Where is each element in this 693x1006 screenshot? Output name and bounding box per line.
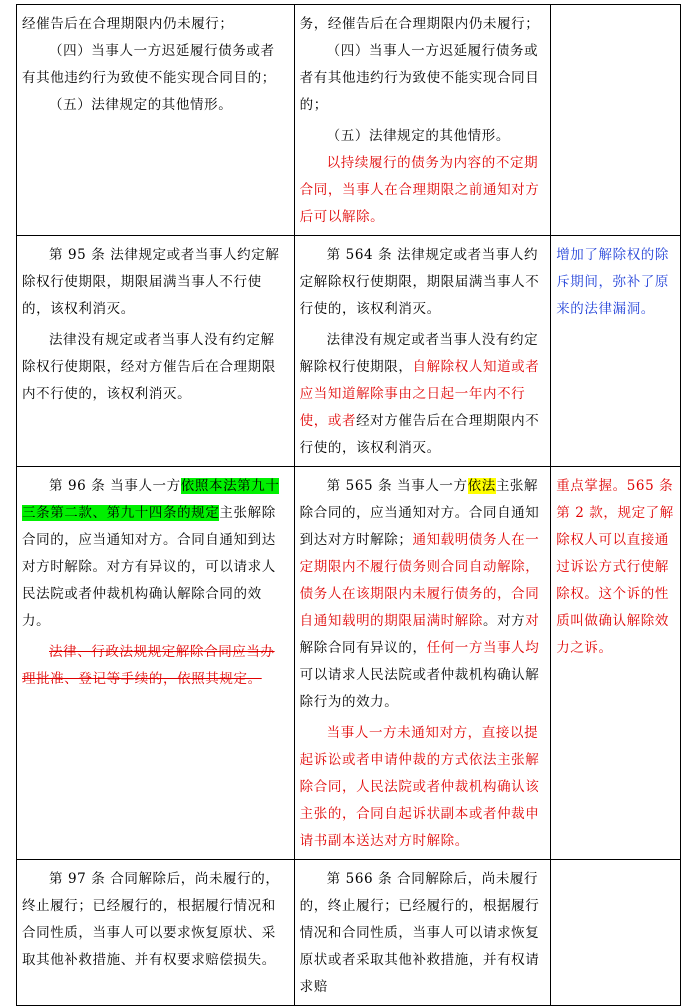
new-law-cell <box>294 236 551 467</box>
added-text: 以持续履行的债务为内容的不定期合同，当事人在合理期限之前通知对方后可以解除。 <box>299 155 540 225</box>
deleted-text: 法律、行政法规规定解除合同应当办理批准、登记等手续的，依照其规定。 <box>22 644 275 687</box>
new-text: 第 564 条 法律规定或者当事人约定解除权行使期限，期限届满当事人不行使的，该权利消灭。 <box>299 247 540 317</box>
old-law-cell <box>17 860 295 1006</box>
old-law-cell <box>17 467 295 860</box>
note-text: 增加了解除权的除斥期间，弥补了原来的法律漏洞。 <box>556 247 670 317</box>
new-law-cell <box>294 860 551 1006</box>
old-law-cell <box>17 5 295 236</box>
new-text: （四）当事人一方迟延履行债务或者有其他违约行为致使不能实现合同目的； <box>299 43 540 113</box>
new-text-part: 。对方 <box>482 613 526 629</box>
table-row <box>17 236 681 467</box>
added-text: 自解除权人知道或者应当知道解除事由之日起一年内不行使，或者 <box>299 359 540 429</box>
old-law-cell <box>17 236 295 467</box>
old-text: 第 95 条 法律规定或者当事人约定解除权行使期限，期限届满当事人不行使的，该权利消灭。 <box>22 247 280 317</box>
highlighted-text: 依法 <box>467 478 496 494</box>
new-text-part: 法律没有规定或者当事人没有约定解除权行使期限， <box>299 332 539 375</box>
added-text: 通知载明债务人在一定期限内不履行债务则合同自动解除，债务人在该期限内未履行债务的，合同自通知载明的期限届满时解除 <box>299 532 540 629</box>
new-text: 务，经催告后在合理期限内仍未履行； <box>299 16 540 32</box>
added-text: 当事人一方未通知对方，直接以提起诉讼或者申请仲裁的方式依法主张解除合同，人民法院或者仲裁机构确认该主张的，合同自起诉状副本或者仲裁申请书副本送达对方时解除。 <box>299 725 540 849</box>
old-text: （四）当事人一方迟延履行债务或者有其他违约行为致使不能实现合同目的； <box>22 43 276 86</box>
new-text <box>300 327 546 462</box>
highlighted-text: 依照本法第九十三条第二款、第九十四条的规定 <box>22 478 280 521</box>
note-cell <box>551 467 681 860</box>
old-text: 第 97 条 合同解除后，尚未履行的，终止履行；已经履行的，根据履行情况和合同性质，当事人可以要求恢复原状、采取其他补救措施、并有权要求赔偿损失。 <box>22 871 280 968</box>
new-text: 第 566 条 合同解除后，尚未履行的，终止履行；已经履行的，根据履行情况和合同性质，当事人可以请求恢复原状或者采取其他补救措施，并有权请求赔 <box>299 871 540 995</box>
new-text-part: 第 565 条 当事人一方 <box>326 478 468 494</box>
table-row <box>17 860 681 1006</box>
new-text-part: 可以请求人民法院或者仲裁机构确认解除行为的效力。 <box>299 667 540 710</box>
new-text-part: 解除合同有异议的， <box>299 640 427 656</box>
old-text: （五）法律规定的其他情形。 <box>49 97 233 113</box>
table-row <box>17 5 681 236</box>
old-text-part: 第 96 条 当事人一方 <box>49 478 181 494</box>
old-text <box>22 473 289 635</box>
old-text: 法律没有规定或者当事人没有约定解除权行使期限，经对方催告后在合理期限内不行使的，该权利消灭。 <box>22 332 276 402</box>
comparison-table <box>16 4 681 1006</box>
note-cell <box>551 860 681 1006</box>
new-text-part: 经对方催告后在合理期限内不行使的，该权利消灭。 <box>299 413 540 456</box>
added-text: 任何一方当事人均 <box>426 640 540 656</box>
old-text: 经催告后在合理期限内仍未履行； <box>22 16 234 32</box>
old-text-part: 主张解除合同的，应当通知对方。合同自通知到达对方时解除。对方有异议的，可以请求人民法院或者仲裁机构确认解除合同的效力。 <box>22 505 276 629</box>
note-cell <box>551 236 681 467</box>
new-text <box>300 473 546 716</box>
new-law-cell <box>294 5 551 236</box>
new-text: （五）法律规定的其他情形。 <box>326 128 510 144</box>
added-text: 对 <box>525 613 540 629</box>
note-text: 重点掌握。565 条第 2 款，规定了解除权人可以直接通过诉讼方式行使解除权。这个诉的性质叫做确认解除效力之诉。 <box>556 478 674 656</box>
new-text-part: 主张解除合同的，应当通知对方。合同自通知到达对方时解除； <box>299 478 540 548</box>
table-row <box>17 467 681 860</box>
note-cell <box>551 5 681 236</box>
new-law-cell <box>294 467 551 860</box>
